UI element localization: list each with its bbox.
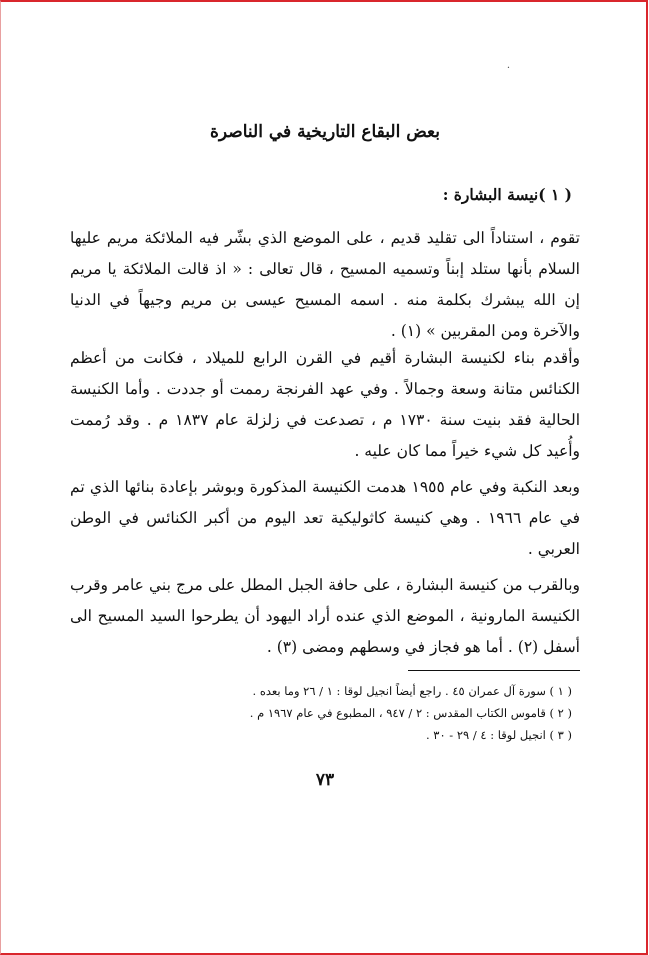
paragraph-4: وبالقرب من كنيسة البشارة ، على حافة الجبل المطل على مرج بني عامر وقرب الكنيسة المارونية ، الموضع الذي عنده أراد اليهود أن يطرحوا السيد المسيح الى أسفل (٢) . أما هو فجاز في وسطهم ومضى (٣) . bbox=[70, 576, 580, 656]
page-title: بعض البقاع التاريخية في الناصرة bbox=[210, 122, 440, 142]
footnote-3: ( ٣ ) انجيل لوقا : ٤ / ٢٩ - ٣٠ . bbox=[425, 728, 572, 742]
footnotes-list bbox=[72, 680, 572, 746]
paragraph-1: تقوم ، استناداً الى تقليد قديم ، على الموضع الذي بشّر فيه الملائكة مريم عليها السلام بأنها ستلد إبناً وتسميه المسيح ، قال تعالى : « اذ قالت الملائكة يا مريم إن الله يبشرك بكلمة منه . اسمه المسيح عيسى بن مريم وجيهاً في الدنيا والآخرة ومن المقربين » (١) . bbox=[70, 229, 580, 340]
footnote-2: ( ٢ ) قاموس الكتاب المقدس : ٢ / ٩٤٧ ، المطبوع في عام ١٩٦٧ م . bbox=[249, 706, 572, 720]
corner-mark: . bbox=[506, 60, 510, 71]
paragraph-3: وبعد النكبة وفي عام ١٩٥٥ هدمت الكنيسة المذكورة وبوشر بإعادة بنائها الذي تم في عام ١٩٦٦ . وهي كنيسة كاثوليكية تعد اليوم من أكبر الكنائس في الوطن العربي . bbox=[70, 478, 580, 558]
document-page bbox=[70, 0, 580, 955]
page-number: ٧٣ bbox=[315, 770, 335, 790]
paragraph-2: وأقدم بناء لكنيسة البشارة أقيم في القرن الرابع للميلاد ، فكانت من أعظم الكنائس متانة وسعة وجمالاً . وفي عهد الفرنجة رممت أو جددت . وأما الكنيسة الحالية فقد بنيت سنة ١٧٣٠ م ، تصدعت في زلزلة عام ١٨٣٧ م . وقد رُممت وأُعيد كل شيء خيراً مما كان عليه . bbox=[70, 349, 580, 460]
footnote-divider bbox=[408, 670, 580, 671]
footnote-1: ( ١ ) سورة آل عمران ٤٥ . راجع أيضاً انجيل لوقا : ١ / ٢٦ وما بعده . bbox=[252, 684, 572, 698]
section-heading: ( ١ )نيسة البشارة : bbox=[442, 185, 572, 204]
